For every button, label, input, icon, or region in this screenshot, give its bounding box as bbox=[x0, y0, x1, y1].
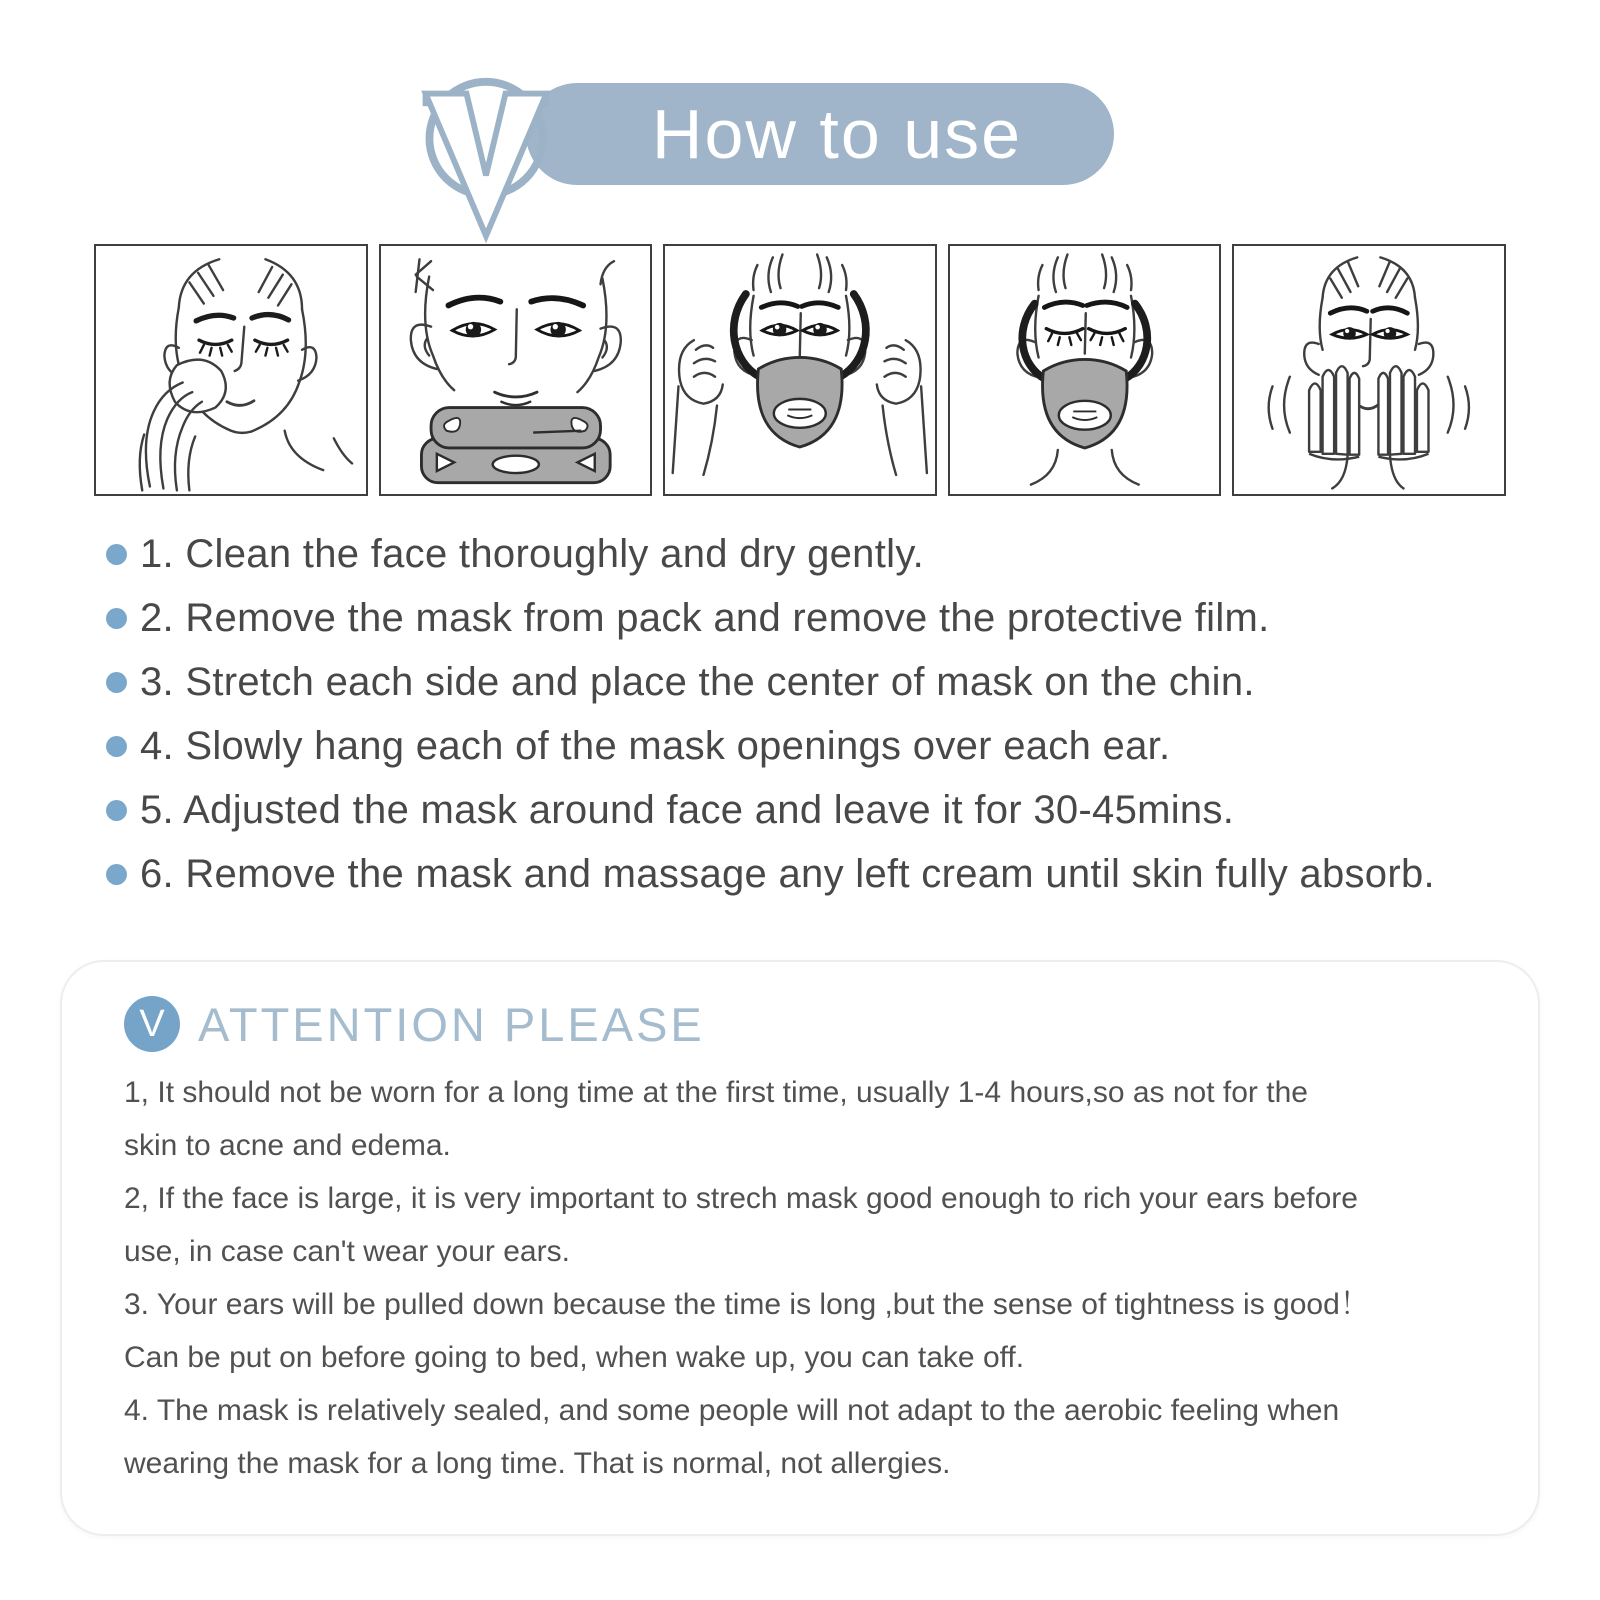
attention-line: wearing the mask for a long time. That is normal, not allergies. bbox=[124, 1447, 951, 1480]
dot-bullet-icon bbox=[106, 672, 127, 693]
attention-line: 2, If the face is large, it is very important to strech mask good enough to rich your ears before bbox=[124, 1182, 1358, 1215]
cleanse-face-illustration bbox=[94, 244, 368, 496]
mask-worn-on-face-illustration bbox=[948, 244, 1222, 496]
massage-face-illustration bbox=[1232, 244, 1506, 496]
dot-bullet-icon bbox=[106, 608, 127, 629]
step-text: 2. Remove the mask from pack and remove the protective film. bbox=[140, 595, 1270, 640]
v-monogram-logo-icon bbox=[408, 60, 564, 246]
header bbox=[408, 60, 1600, 210]
dot-bullet-icon bbox=[106, 864, 127, 885]
dot-bullet-icon bbox=[106, 544, 127, 565]
attention-body bbox=[124, 1066, 1482, 1490]
attention-line: use, in case can't wear your ears. bbox=[124, 1235, 570, 1268]
v-circle-badge-icon: V bbox=[124, 996, 180, 1052]
step-text: 3. Stretch each side and place the center of mask on the chin. bbox=[140, 659, 1255, 704]
dot-bullet-icon bbox=[106, 736, 127, 757]
attention-header bbox=[124, 996, 1482, 1052]
step-item-1 bbox=[106, 522, 1600, 586]
attention-line: skin to acne and edema. bbox=[124, 1129, 451, 1162]
step-text: 5. Adjusted the mask around face and leave it for 30-45mins. bbox=[140, 787, 1235, 832]
step-item-2 bbox=[106, 586, 1600, 650]
attention-line: 3. Your ears will be pulled down because the time is long ,but the sense of tightness is good！ bbox=[124, 1288, 1370, 1321]
attention-line: 4. The mask is relatively sealed, and some people will not adapt to the aerobic feeling when bbox=[124, 1394, 1340, 1427]
step-item-4 bbox=[106, 714, 1600, 778]
step-item-6 bbox=[106, 842, 1600, 906]
attention-box bbox=[60, 960, 1540, 1536]
attention-line: 1, It should not be worn for a long time at the first time, usually 1-4 hours,so as not for the bbox=[124, 1076, 1308, 1109]
step-text: 4. Slowly hang each of the mask openings over each ear. bbox=[140, 723, 1171, 768]
dot-bullet-icon bbox=[106, 800, 127, 821]
steps-list bbox=[106, 522, 1600, 906]
mask-pack-under-chin-illustration bbox=[379, 244, 653, 496]
stretch-mask-over-ears-illustration bbox=[663, 244, 937, 496]
step-item-3 bbox=[106, 650, 1600, 714]
page-title: How to use bbox=[651, 95, 1023, 173]
step-text: 6. Remove the mask and massage any left cream until skin fully absorb. bbox=[140, 851, 1435, 896]
step-illustrations-row bbox=[94, 244, 1506, 496]
step-text: 1. Clean the face thoroughly and dry gently. bbox=[140, 531, 925, 576]
step-item-5 bbox=[106, 778, 1600, 842]
attention-line: Can be put on before going to bed, when wake up, you can take off. bbox=[124, 1341, 1025, 1374]
how-to-use-banner bbox=[526, 83, 1114, 185]
attention-title: ATTENTION PLEASE bbox=[198, 997, 705, 1051]
